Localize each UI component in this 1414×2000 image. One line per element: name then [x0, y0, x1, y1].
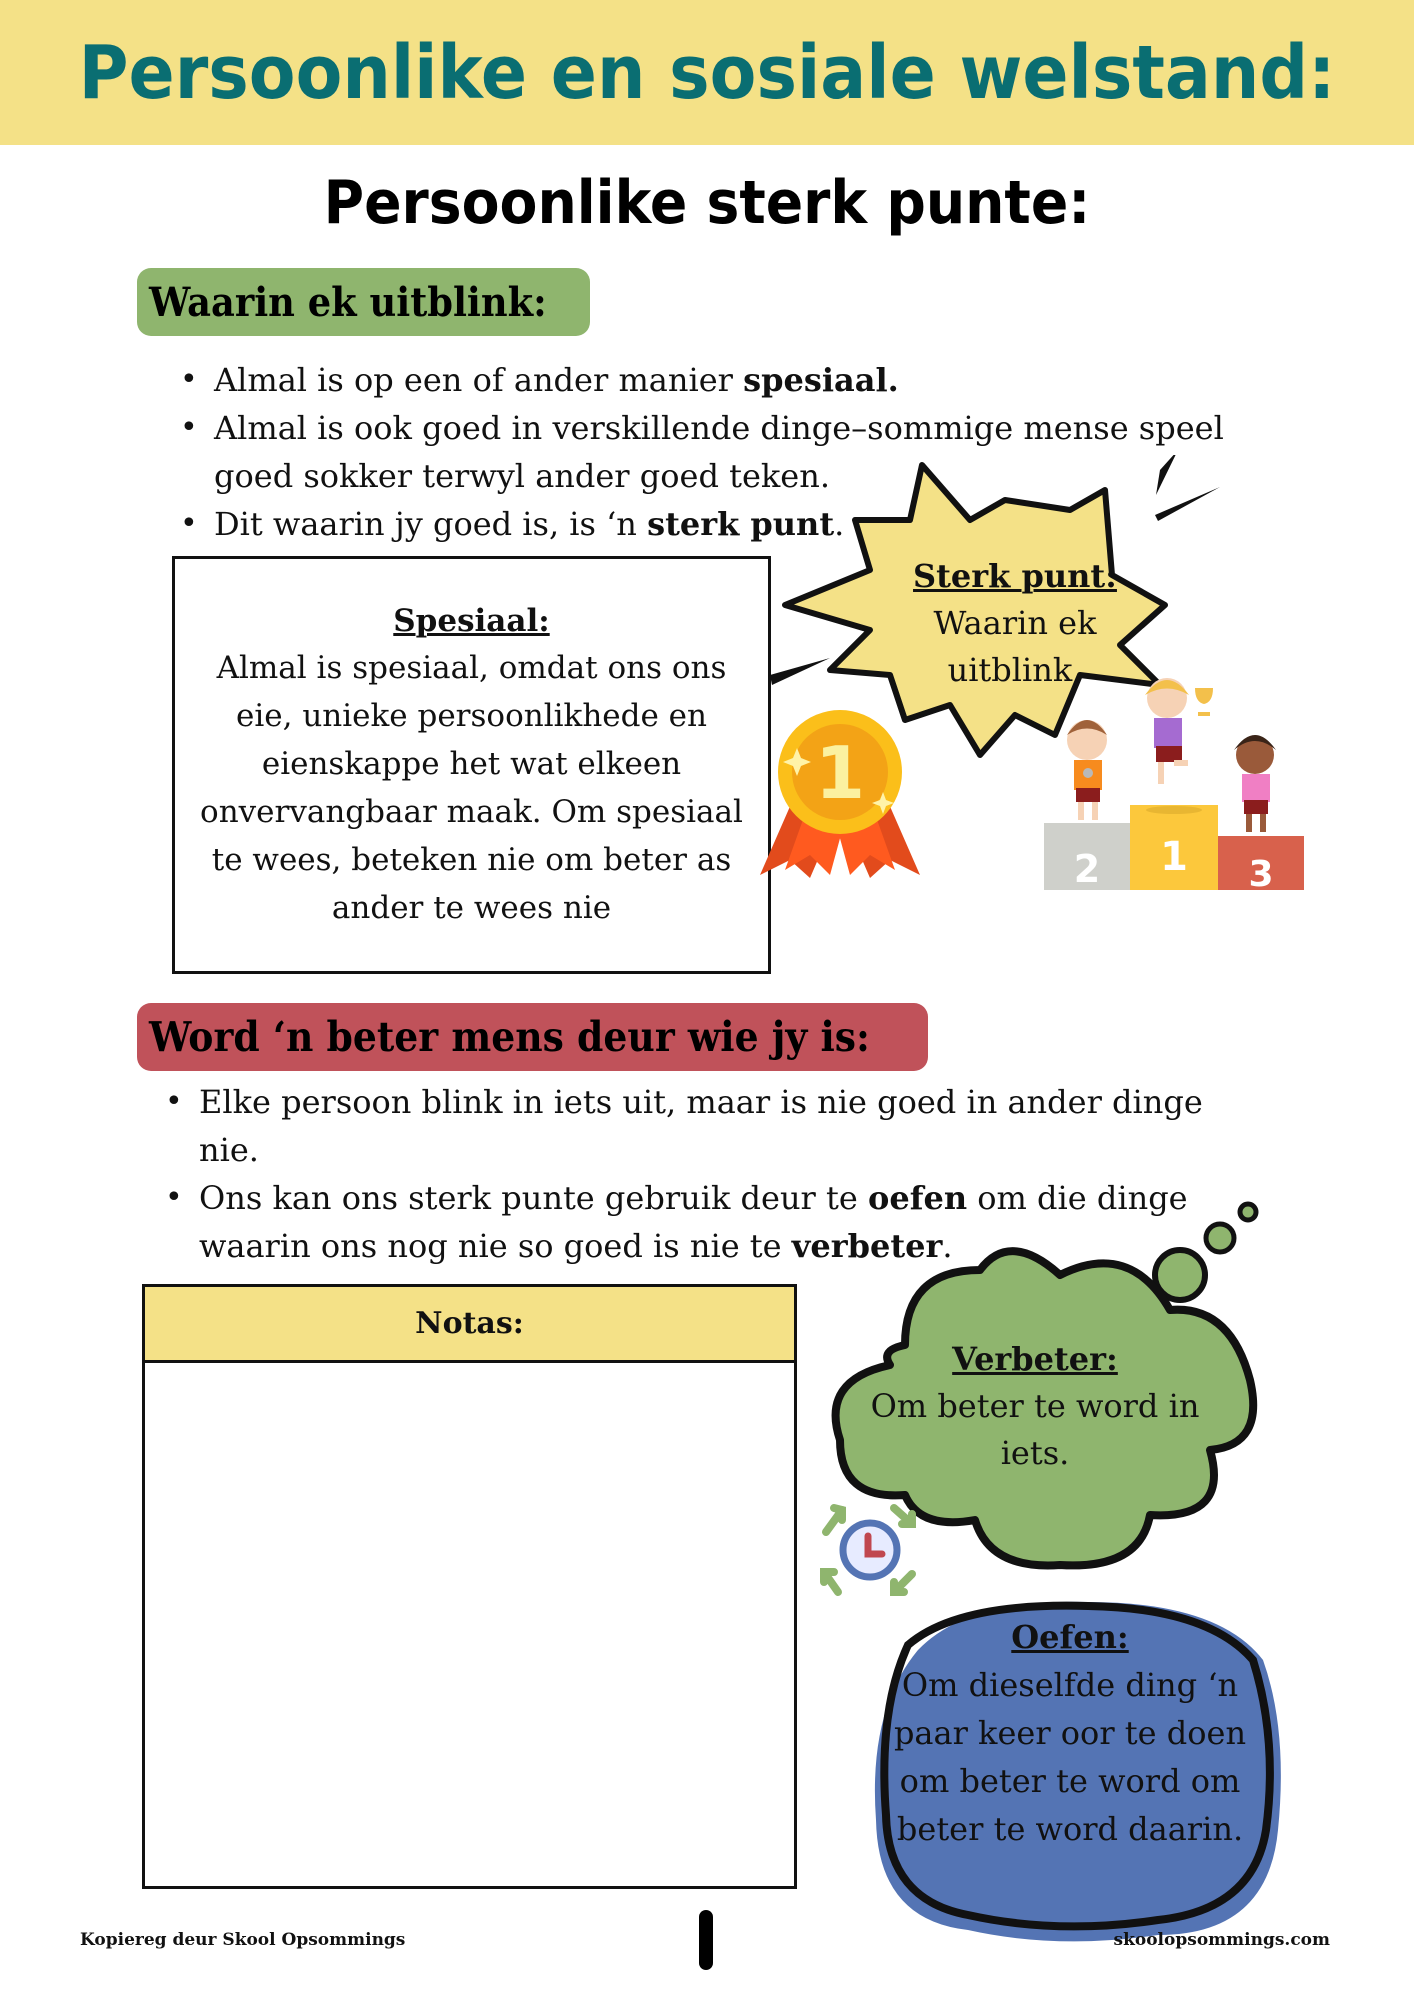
notes-box[interactable] [142, 1284, 797, 1889]
improve-callout-body: Om beter te word in iets. [870, 1387, 1200, 1472]
list-item: • Ons kan ons sterk punte gebruik deur te oefen om die dinge waarin ons nog nie so goed is nie te verbeter. [165, 1174, 1265, 1270]
practice-callout [880, 1613, 1260, 1853]
improve-callout [850, 1336, 1220, 1477]
section-heading-excel: Waarin ek uitblink: [137, 268, 590, 336]
list-item: • Almal is ook goed in verskillende dinge–sommige mense speel goed sokker terwyl ander goed teken. [180, 404, 1280, 500]
page-divider-mark [699, 1910, 713, 1970]
strength-callout-title: Sterk punt: [913, 557, 1117, 595]
list-item: • Elke persoon blink in iets uit, maar is nie goed in ander dinge nie. [165, 1078, 1265, 1174]
svg-text:1: 1 [1160, 834, 1188, 880]
notes-heading: Notas: [145, 1287, 794, 1363]
special-box-title: Spesiaal: [393, 603, 550, 639]
footer-website-link[interactable]: skoolopsommings.com [1113, 1930, 1330, 1950]
svg-text:3: 3 [1248, 854, 1274, 895]
list-item: • Dit waarin jy goed is, is ‘n sterk punt. [180, 500, 1280, 548]
gold-medal-icon [755, 700, 925, 880]
practice-callout-title: Oefen: [1011, 1618, 1129, 1656]
list-item: • Almal is op een of ander manier spesiaal. [180, 356, 1280, 404]
svg-text:2: 2 [1073, 847, 1101, 891]
strength-callout-body: Waarin ek uitblink. [933, 604, 1097, 689]
special-definition-box [172, 556, 771, 974]
special-box-body: Almal is spesiaal, omdat ons ons eie, unieke persoonlikhede en eienskappe het wat elkeen onvervangbaar maak. Om spesiaal te wees, beteken nie om beter as ander te wees nie [200, 650, 743, 926]
svg-text:1: 1 [814, 731, 866, 815]
notes-writing-area[interactable] [145, 1363, 794, 1886]
clock-repeat-icon [812, 1494, 922, 1604]
page-title: Persoonlike en sosiale welstand: [78, 29, 1336, 116]
podium-winners-illustration-icon [1030, 660, 1310, 900]
improve-callout-title: Verbeter: [952, 1340, 1118, 1378]
section-heading-better-person: Word ‘n beter mens deur wie jy is: [137, 1003, 928, 1071]
page-subtitle: Persoonlike sterk punte: [323, 168, 1091, 238]
practice-callout-body: Om dieselfde ding ‘n paar keer oor te doen om beter te word om beter te word daarin. [893, 1666, 1247, 1848]
footer-copyright: Kopiereg deur Skool Opsommings [80, 1930, 406, 1950]
top-banner [0, 0, 1414, 145]
